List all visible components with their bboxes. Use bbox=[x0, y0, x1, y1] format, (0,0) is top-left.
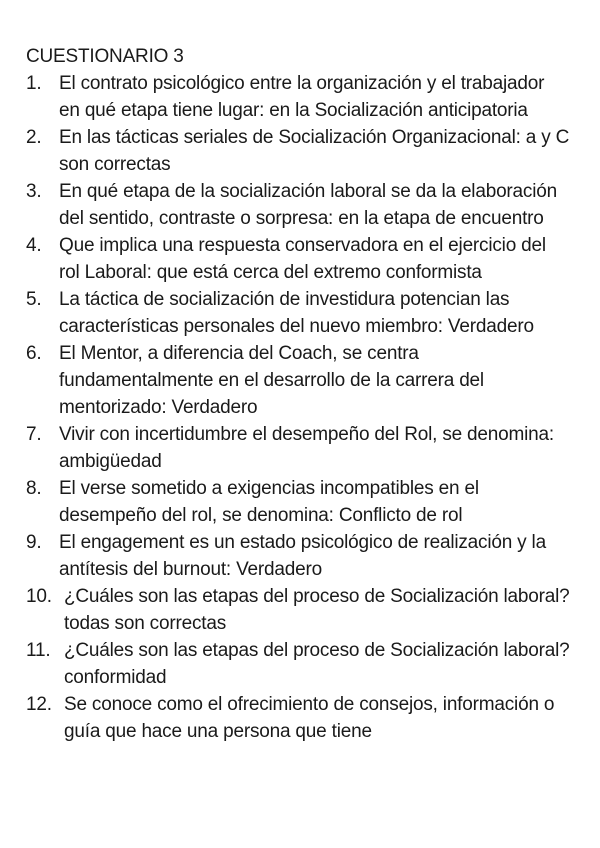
question-number: 4. bbox=[26, 235, 42, 256]
question-text: Que implica una respuesta conservadora en el ejercicio del rol Laboral: que está cerca del extremo conformista bbox=[59, 235, 546, 283]
question-item bbox=[26, 232, 570, 286]
question-item bbox=[26, 475, 570, 529]
question-number: 7. bbox=[26, 424, 42, 445]
document-title: CUESTIONARIO 3 bbox=[26, 46, 184, 67]
question-number: 1. bbox=[26, 73, 42, 94]
question-item bbox=[26, 340, 570, 421]
question-text: En qué etapa de la socialización laboral se da la elaboración del sentido, contraste o sorpresa: en la etapa de encuentro bbox=[59, 181, 557, 229]
question-number: 8. bbox=[26, 478, 42, 499]
question-item bbox=[26, 124, 570, 178]
question-item bbox=[26, 583, 570, 637]
question-item bbox=[26, 286, 570, 340]
question-item bbox=[26, 421, 570, 475]
question-text: El contrato psicológico entre la organización y el trabajador en qué etapa tiene lugar: en la Socialización anticipatoria bbox=[59, 73, 545, 121]
question-number: 10. bbox=[26, 586, 52, 607]
question-text: ¿Cuáles son las etapas del proceso de Socialización laboral? conformidad bbox=[64, 640, 570, 688]
question-number: 11. bbox=[26, 640, 51, 661]
question-text: Se conoce como el ofrecimiento de consejos, información o guía que hace una persona que tiene bbox=[64, 694, 555, 742]
question-text: El engagement es un estado psicológico de realización y la antítesis del burnout: Verdadero bbox=[59, 532, 546, 580]
question-text: La táctica de socialización de investidura potencian las características personales del nuevo miembro: Verdadero bbox=[59, 289, 534, 337]
question-number: 9. bbox=[26, 532, 42, 553]
question-list bbox=[26, 70, 570, 745]
question-item bbox=[26, 70, 570, 124]
question-number: 2. bbox=[26, 127, 42, 148]
question-text: ¿Cuáles son las etapas del proceso de Socialización laboral? todas son correctas bbox=[64, 586, 570, 634]
question-text: El verse sometido a exigencias incompatibles en el desempeño del rol, se denomina: Conflicto de rol bbox=[59, 478, 479, 526]
question-item bbox=[26, 529, 570, 583]
question-text: En las tácticas seriales de Socialización Organizacional: a y C son correctas bbox=[59, 127, 570, 175]
question-number: 3. bbox=[26, 181, 42, 202]
question-text: El Mentor, a diferencia del Coach, se centra fundamentalmente en el desarrollo de la carrera del mentorizado: Verdadero bbox=[59, 343, 484, 418]
question-text: Vivir con incertidumbre el desempeño del Rol, se denomina: ambigüedad bbox=[59, 424, 554, 472]
question-number: 6. bbox=[26, 343, 42, 364]
question-item bbox=[26, 178, 570, 232]
question-item bbox=[26, 637, 570, 691]
question-number: 12. bbox=[26, 694, 52, 715]
question-number: 5. bbox=[26, 289, 42, 310]
question-item bbox=[26, 691, 570, 745]
